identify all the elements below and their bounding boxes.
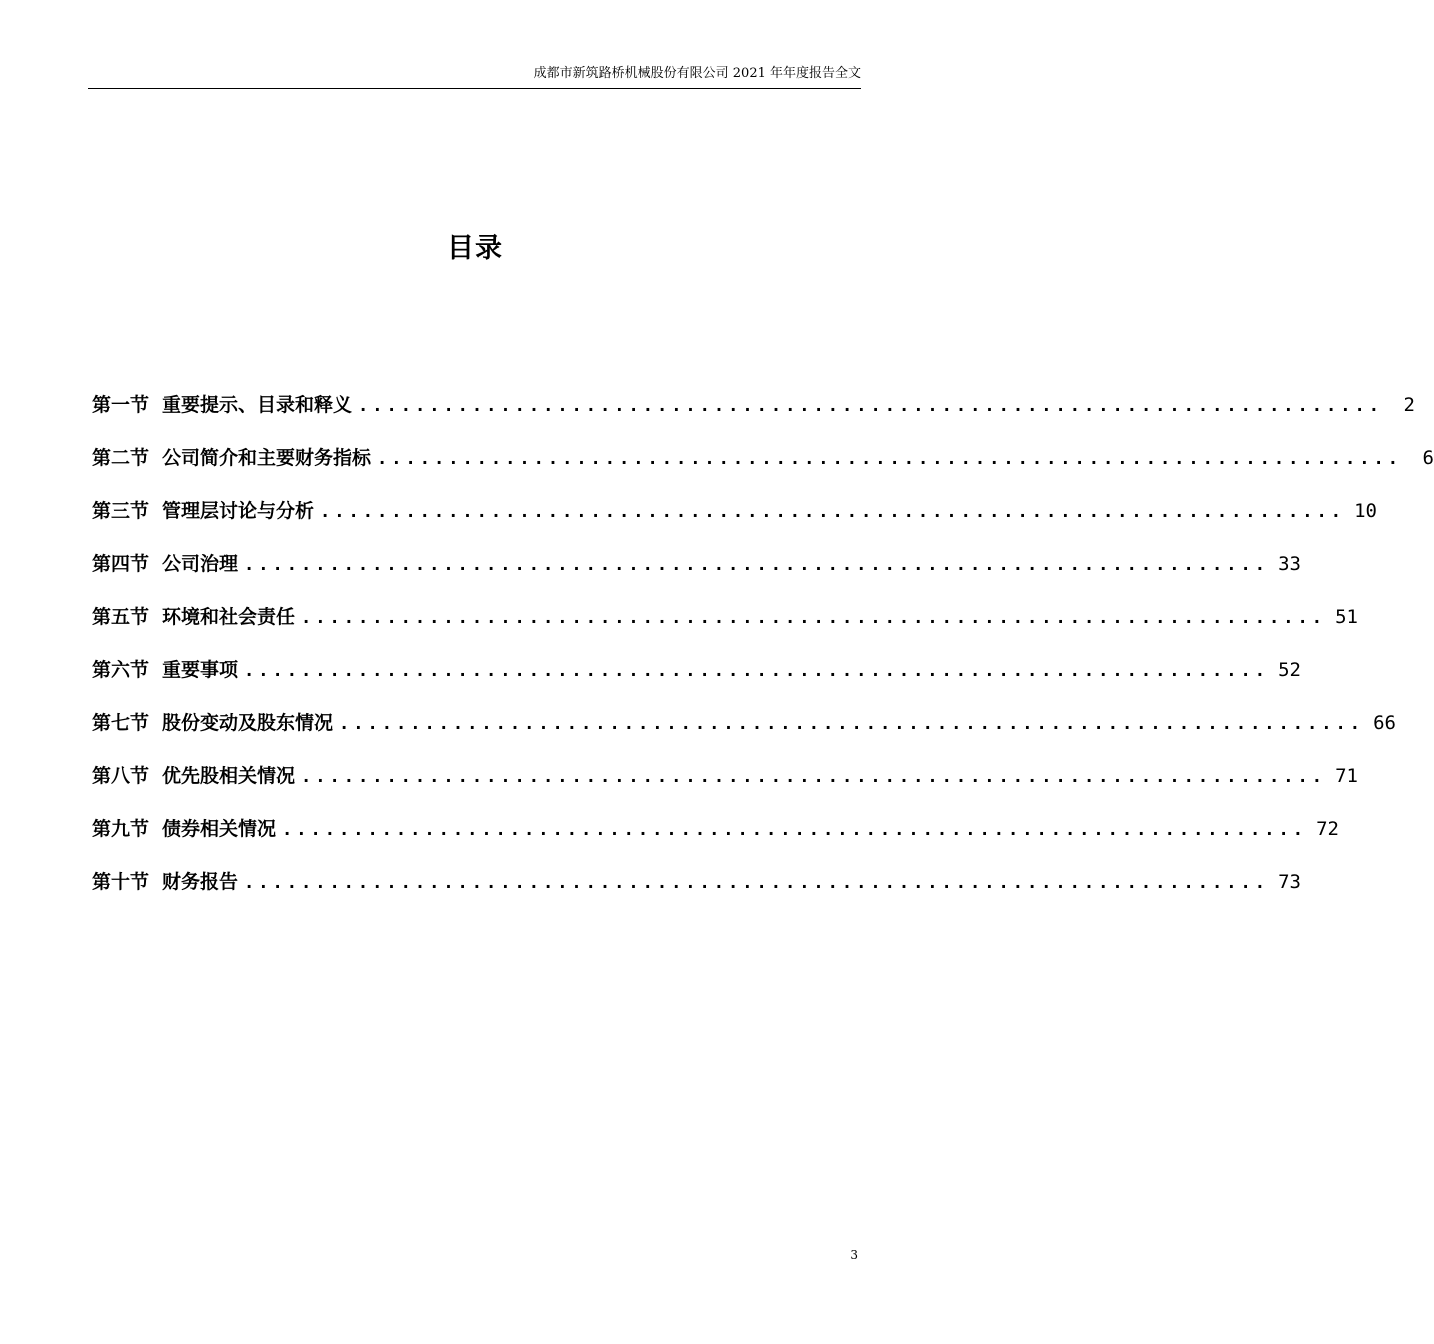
running-header-title: 成都市新筑路桥机械股份有限公司 2021 年年度报告全文 [533, 66, 861, 81]
toc-dot-leader: ........................................................................ [244, 873, 1269, 893]
toc-section-title: 管理层讨论与分析 [162, 500, 315, 522]
toc-row[interactable] [92, 443, 1434, 496]
toc-dot-leader: ........................................................................ [244, 661, 1269, 681]
toc-section-title: 重要提示、目录和释义 [162, 394, 353, 416]
toc-page-number: 33 [1278, 553, 1301, 575]
toc-section-title: 股份变动及股东情况 [162, 712, 334, 734]
toc-page-number: 2 [1403, 394, 1415, 416]
toc-section-title: 公司简介和主要财务指标 [162, 447, 372, 469]
toc-section-number: 第七节 [92, 712, 150, 734]
toc-dot-leader: ........................................................................ [301, 608, 1326, 628]
toc-dot-leader: ........................................................................ [358, 396, 1383, 416]
page-number: 3 [850, 1248, 858, 1262]
toc-page-number: 51 [1335, 606, 1358, 628]
toc-dot-leader: ........................................................................ [339, 714, 1364, 734]
toc-section-title: 环境和社会责任 [162, 606, 296, 628]
toc-row[interactable] [92, 655, 1301, 708]
toc-section-number: 第五节 [92, 606, 150, 628]
toc-section-title: 财务报告 [162, 871, 239, 893]
running-header [88, 64, 861, 89]
toc-section-title: 重要事项 [162, 659, 239, 681]
toc-section-number: 第十节 [92, 871, 150, 893]
toc-dot-leader: ........................................................................ [244, 555, 1269, 575]
toc-section-title: 优先股相关情况 [162, 765, 296, 787]
toc-page-number: 72 [1316, 818, 1339, 840]
toc-page-number: 10 [1354, 500, 1377, 522]
toc-row[interactable] [92, 602, 1358, 655]
toc-row[interactable] [92, 390, 1415, 443]
toc-row[interactable] [92, 708, 1396, 761]
toc-section-title: 债券相关情况 [162, 818, 277, 840]
toc-section-number: 第四节 [92, 553, 150, 575]
page-title: 目录 [447, 233, 503, 264]
toc-section-number: 第二节 [92, 447, 150, 469]
toc-row[interactable] [92, 814, 1339, 867]
toc-dot-leader: ........................................................................ [282, 820, 1307, 840]
toc-page-number: 52 [1278, 659, 1301, 681]
toc-dot-leader: ........................................................................ [301, 767, 1326, 787]
toc-row[interactable] [92, 496, 1377, 549]
toc-section-title: 公司治理 [162, 553, 239, 575]
toc-section-number: 第三节 [92, 500, 150, 522]
toc-dot-leader: ........................................................................ [320, 502, 1345, 522]
toc-section-number: 第六节 [92, 659, 150, 681]
toc-section-number: 第九节 [92, 818, 150, 840]
toc-section-number: 第一节 [92, 394, 150, 416]
toc-page-number: 71 [1335, 765, 1358, 787]
toc-dot-leader: ........................................................................ [377, 449, 1402, 469]
toc-row[interactable] [92, 761, 1358, 814]
toc-page-number: 66 [1373, 712, 1396, 734]
toc-page-number: 73 [1278, 871, 1301, 893]
toc-section-number: 第八节 [92, 765, 150, 787]
table-of-contents [92, 390, 1434, 920]
toc-row[interactable] [92, 549, 1301, 602]
toc-page-number: 6 [1422, 447, 1434, 469]
toc-row[interactable] [92, 867, 1301, 920]
